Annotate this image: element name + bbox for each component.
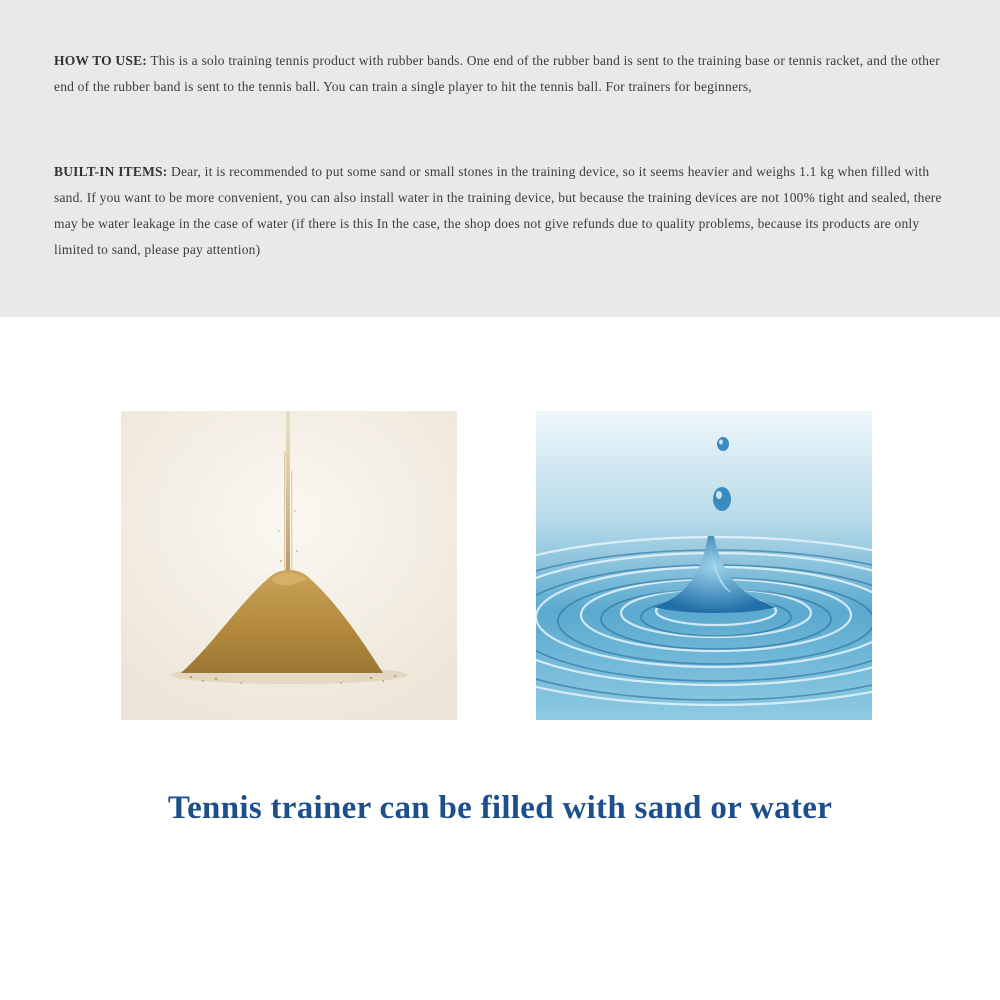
built-in-items-text: Dear, it is recommended to put some sand or small stones in the training device, so it seems heavier and weighs 1.1 kg when filled with sand. If you want to be more convenient, you can also install water in the training device, but because the training devices are not 100% tight and sealed, there may be water leakage in the case of water (if there is this In the case, the shop does not give refunds due to quality problems, because its products are only limited to sand, please pay attention) — [54, 164, 942, 257]
fill-options-caption: Tennis trainer can be filled with sand or water — [167, 790, 833, 826]
water-splash-icon — [536, 411, 872, 720]
built-in-items-paragraph — [54, 159, 954, 263]
sand-pile-image — [121, 411, 457, 720]
product-info-panel — [0, 0, 1000, 317]
sand-pile-icon — [121, 411, 457, 720]
how-to-use-text: This is a solo training tennis product with rubber bands. One end of the rubber band is sent to the training base or tennis racket, and the other end of the rubber band is sent to the tennis ball. You can train a single player to hit the tennis ball. For trainers for beginners, — [54, 53, 941, 94]
how-to-use-paragraph — [54, 48, 954, 100]
how-to-use-label: HOW TO USE: — [54, 53, 147, 68]
built-in-items-label: BUILT-IN ITEMS: — [54, 164, 168, 179]
water-drop-image — [536, 411, 872, 720]
